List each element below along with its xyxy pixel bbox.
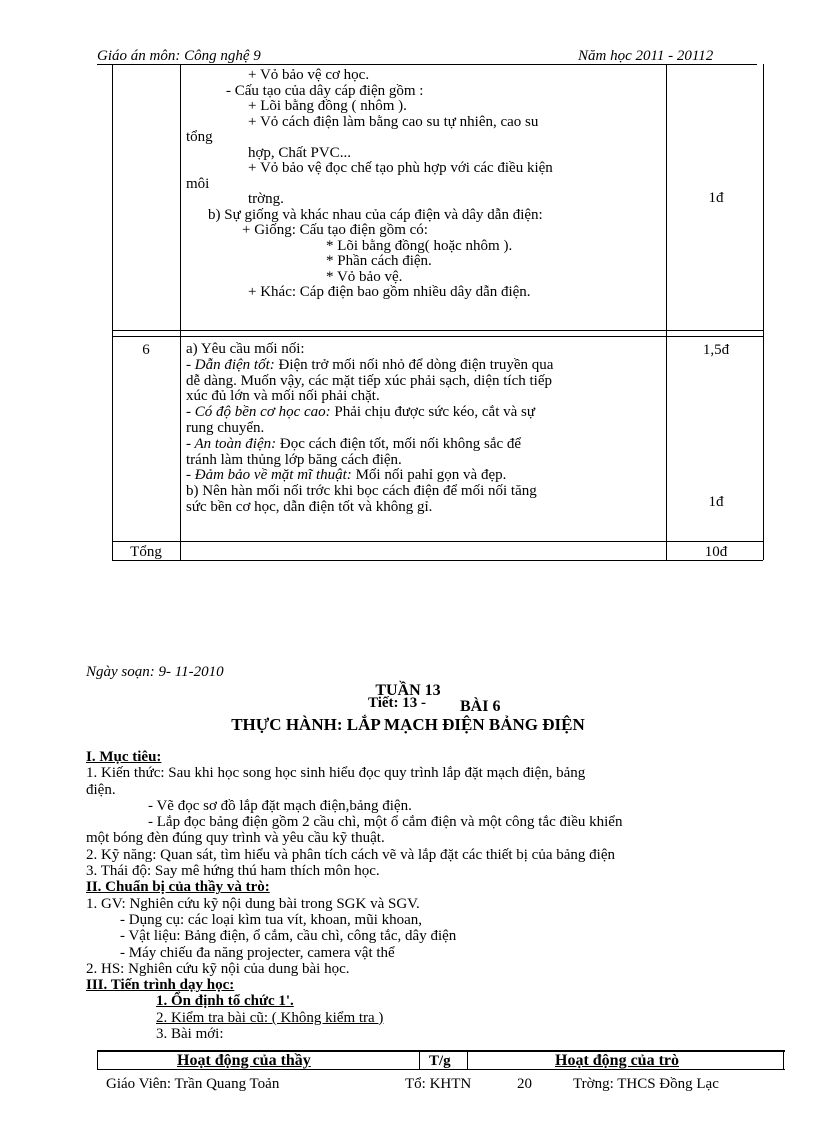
- q5-line: * Phần cách điện.: [326, 253, 432, 269]
- total-score: 10đ: [704, 544, 728, 560]
- q6-line: sức bền cơ học, dẫn điện tốt và không gỉ.: [186, 498, 433, 515]
- q5-line: + Lõi bằng đồng ( nhôm ).: [248, 98, 407, 114]
- section2-line: - Vật liệu: Bảng điện, ổ cắm, cầu chì, công tắc, dây điện: [120, 928, 457, 945]
- footer-school: Trờng: THCS Đồng Lạc: [573, 1076, 719, 1092]
- lesson-title: THỰC HÀNH: LẮP MẠCH ĐIỆN BẢNG ĐIỆN: [231, 715, 585, 734]
- section1-line: 3. Thái độ: Say mê hứng thú ham thích môn học.: [86, 863, 380, 880]
- q6-line: a) Yêu cầu mối nối:: [186, 341, 305, 357]
- header-rule: [97, 64, 757, 65]
- section3-title: III. Tiến trình dạy học:: [86, 977, 235, 994]
- q6-line: - Đảm bảo về mặt mĩ thuật: Mối nối pahỉ gọn và đẹp.: [186, 467, 507, 484]
- activity-table-header: [97, 1050, 785, 1070]
- q6-line: rung chuyển.: [186, 419, 265, 436]
- section2-line: - Máy chiếu đa năng projecter, camera vật thể: [120, 944, 395, 961]
- section1-line: một bóng đèn đúng quy trình và yêu cầu kỹ thuật.: [86, 830, 385, 847]
- q5-line: + Vỏ cách điện làm bằng cao su tự nhiên, cao su: [248, 113, 539, 130]
- q5-line: + Giống: Cấu tạo điện gồm có:: [242, 222, 428, 238]
- question6-number: 6: [142, 342, 150, 358]
- q5-line: hợp, Chất PVC...: [248, 144, 351, 161]
- footer-teacher: Giáo Viên: Trần Quang Toản: [106, 1076, 280, 1092]
- question5-score: 1đ: [708, 190, 724, 206]
- total-label: Tổng: [130, 544, 162, 560]
- q6-line: b) Nên hàn mối nối trớc khi bọc cách điện để mối nối tăng: [186, 483, 537, 500]
- footer-page: 20: [517, 1076, 532, 1092]
- section1: [86, 749, 786, 1042]
- section1-line: 2. Kỹ năng: Quan sát, tìm hiểu và phân tích cách vẽ và lắp đặt các thiết bị của bảng điện: [86, 846, 615, 863]
- lesson-date: Ngày soạn: 9- 11-2010: [86, 664, 224, 680]
- col-student-activity: Hoạt động của trò: [555, 1052, 679, 1069]
- q5-line: - Cấu tạo của dây cáp điện gồm :: [226, 82, 424, 99]
- period-label: Tiết: 13 -: [368, 695, 427, 711]
- q5-line: + Vỏ bảo vệ cơ học.: [248, 67, 370, 83]
- header-right: Năm học 2011 - 20112: [578, 48, 714, 64]
- section3-item: 3. Bài mới:: [156, 1026, 224, 1043]
- q6-line: - Dẫn điện tốt: Điện trở mối nối nhỏ để dòng điện truyền qua: [186, 356, 554, 373]
- q5-line: * Vỏ bảo vệ.: [326, 268, 403, 285]
- question5-answer: [186, 68, 666, 301]
- section1-line: - Vẽ đọc sơ đồ lắp đặt mạch điện,bảng điện.: [148, 797, 412, 814]
- q5-line: môi: [186, 175, 210, 192]
- q5-line: b) Sự giống và khác nhau của cáp điện và dây dẫn điện:: [208, 206, 543, 223]
- q5-line: + Khác: Cáp điện bao gồm nhiều dây dẫn điện.: [248, 284, 531, 300]
- q6-line: - Có độ bền cơ học cao: Phải chịu được sức kéo, cắt và sự: [186, 404, 535, 421]
- q6-line: - An toàn điện: Đọc cách điện tốt, mối nối không sắc để: [186, 435, 522, 452]
- q6-line: dễ dàng. Muốn vậy, các mặt tiếp xúc phải sạch, diện tích tiếp: [186, 372, 552, 389]
- lesson-number: BÀI 6: [460, 698, 501, 715]
- q6-line: tránh làm thủng lớp băng cách điện.: [186, 451, 402, 468]
- section1-line: - Lắp đọc bảng điện gồm 2 cầu chì, một ổ cắm điện và một công tắc điều khiển: [148, 814, 623, 831]
- question6-score-a: 1,5đ: [702, 342, 730, 358]
- section1-line: điện.: [86, 781, 116, 798]
- q5-line: * Lõi bằng đồng( hoặc nhôm ).: [326, 237, 513, 254]
- section1-line: 1. Kiến thức: Sau khi học song học sinh hiểu đọc quy trình lắp đặt mạch điện, bảng: [86, 765, 586, 782]
- col-time: T/g: [429, 1053, 451, 1069]
- section2-line: - Dụng cụ: các loại kìm tua vít, khoan, mũi khoan,: [120, 911, 423, 928]
- footer-group: Tổ: KHTN: [405, 1076, 472, 1092]
- question6-answer: [186, 342, 666, 516]
- section3-item: 1. Ổn định tổ chức 1'.: [156, 993, 294, 1010]
- q5-line: trờng.: [248, 191, 284, 207]
- section2-line: 1. GV: Nghiên cứu kỹ nội dung bài trong SGK và SGV.: [86, 895, 420, 912]
- q6-line: xúc đủ lớn và mối nối phải chặt.: [186, 388, 380, 405]
- section3-item: 2. Kiểm tra bài cũ: ( Không kiểm tra ): [156, 1009, 384, 1026]
- header-left: Giáo án môn: Công nghệ 9: [97, 48, 261, 64]
- col-teacher-activity: Hoạt động của thầy: [177, 1052, 311, 1069]
- question6-score-b: 1đ: [708, 494, 724, 510]
- q5-line: tổng: [186, 129, 213, 145]
- week-title: TUẦN 13: [375, 682, 441, 699]
- section2-line: 2. HS: Nghiên cứu kỹ nội của dung bài học.: [86, 960, 350, 977]
- section1-title: I. Mục tiêu:: [86, 749, 162, 765]
- section2-title: II. Chuẩn bị của thầy và trò:: [86, 879, 270, 896]
- q5-line: + Vỏ bảo vệ đọc chế tạo phù hợp với các điều kiện: [248, 160, 553, 176]
